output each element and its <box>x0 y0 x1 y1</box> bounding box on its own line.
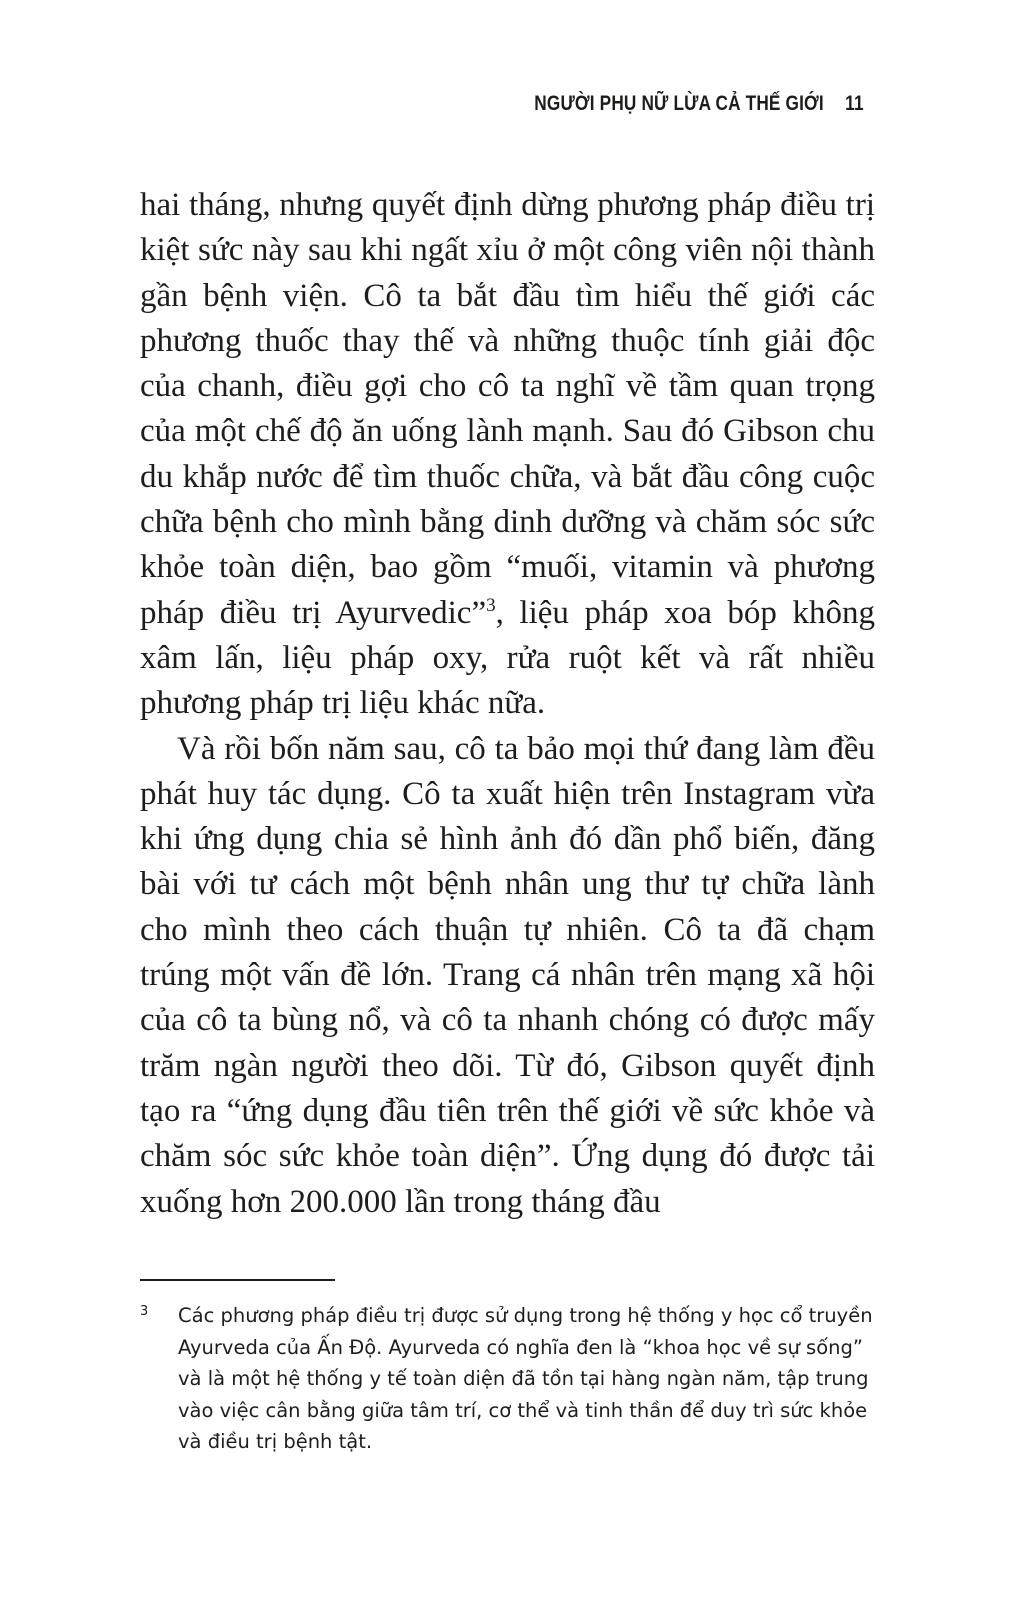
paragraph: Và rồi bốn năm sau, cô ta bảo mọi thứ đang làm đều phát huy tác dụng. Cô ta xuất hiện trên Instagram vừa khi ứng dụng chia sẻ hình ảnh đó dần phổ biến, đăng bài với tư cách một bệnh nhân ung thư tự chữa lành cho mình theo cách thuận tự nhiên. Cô ta đã chạm trúng một vấn đề lớn. Trang cá nhân trên mạng xã hội của cô ta bùng nổ, và cô ta nhanh chóng có được mấy trăm ngàn người theo dõi. Từ đó, Gibson quyết định tạo ra “ứng dụng đầu tiên trên thế giới về sức khỏe và chăm sóc sức khỏe toàn diện”. Ứng dụng đó được tải xuống hơn 200.000 lần trong tháng đầu <box>140 730 875 1220</box>
paragraph-text: , liệu pháp xoa bóp không xâm lấn, liệu pháp oxy, rửa ruột kết và rất nhiều phương pháp trị liệu khác nữa. <box>140 594 875 722</box>
running-title: NGƯỜI PHỤ NỮ LỪA CẢ THẾ GIỚI <box>534 92 825 115</box>
paragraph-text: hai tháng, nhưng quyết định dừng phương pháp điều trị kiệt sức này sau khi ngất xỉu ở một công viên nội thành gần bệnh viện. Cô ta bắt đầu tìm hiểu thế giới các phương thuốc thay thế và những thuộc tính giải độc của chanh, điều gợi cho cô ta nghĩ về tầm quan trọng của một chế độ ăn uống lành mạnh. Sau đó Gibson chu du khắp nước để tìm thuốc chữa, và bắt đầu công cuộc chữa bệnh cho mình bằng dinh dưỡng và chăm sóc sức khỏe toàn diện, bao gồm “muối, vitamin và phương pháp điều trị Ayurvedic” <box>140 187 875 631</box>
footnote-text: Các phương pháp điều trị được sử dụng trong hệ thống y học cổ truyền Ayurveda của Ấn Độ. Ayurveda có nghĩa đen là “khoa học về sự sống” và là một hệ thống y tế toàn diện đã tồn tại hàng ngàn năm, tập trung vào việc cân bằng giữa tâm trí, cơ thể và tinh thần để duy trì sức khỏe và điều trị bệnh tật. <box>178 1304 873 1453</box>
page-number: 11 <box>845 92 864 115</box>
paragraph <box>140 183 875 727</box>
running-header <box>535 92 864 116</box>
footnote-divider <box>140 1279 335 1281</box>
footnote <box>140 1300 880 1458</box>
body-text <box>140 183 875 1225</box>
footnote-number: 3 <box>140 1304 149 1319</box>
footnote-reference: 3 <box>486 594 496 616</box>
